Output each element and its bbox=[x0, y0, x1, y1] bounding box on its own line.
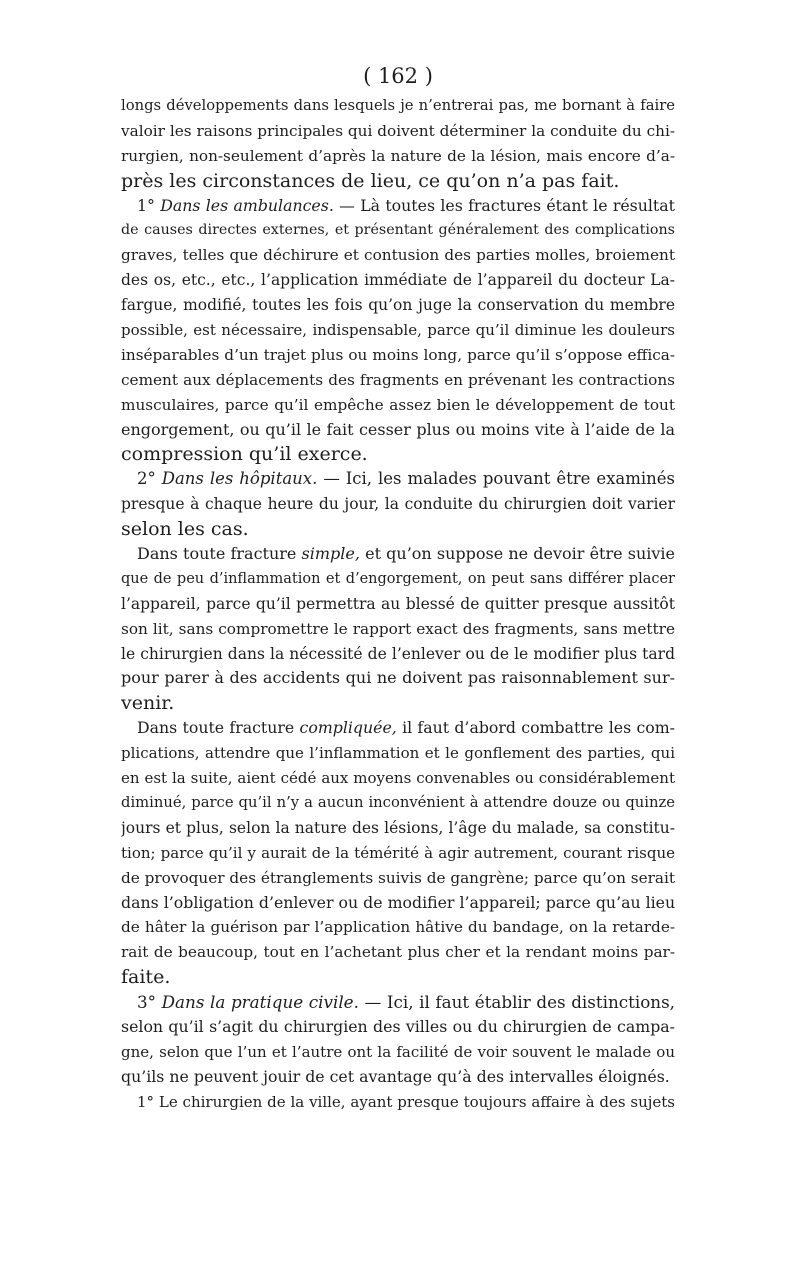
page-number: ( 162 ) bbox=[363, 64, 433, 88]
paragraph-first-line bbox=[121, 990, 675, 1015]
text-line: possible, est nécessaire, indispensable, parce qu’il diminue les douleurs bbox=[121, 321, 675, 340]
text-line: diminué, parce qu’il n’y a aucun inconvénient à attendre douze ou quinze bbox=[121, 793, 675, 811]
text-line: qu’ils ne peuvent jouir de cet avantage qu’à des intervalles éloignés. bbox=[121, 1066, 670, 1086]
emphasis-term: compliquée, bbox=[299, 718, 397, 738]
text-line: inséparables d’un trajet plus ou moins long, parce qu’il s’oppose effica- bbox=[121, 345, 675, 364]
text-line: selon qu’il s’agit du chirurgien des villes ou du chirurgien de campa- bbox=[121, 1016, 675, 1036]
text-line: que de peu d’inflammation et d’engorgement, on peut sans différer placer bbox=[121, 570, 675, 587]
paragraph-continuation bbox=[121, 94, 675, 194]
text-line: presque à chaque heure du jour, la conduite du chirurgien doit varier bbox=[121, 495, 675, 514]
text-line: faite. bbox=[121, 966, 171, 989]
text-line: engorgement, ou qu’il le fait cesser plus ou moins vite à l’aide de la bbox=[121, 419, 675, 439]
first-line-text: — Ici, les malades pouvant être examinés bbox=[317, 469, 675, 489]
paragraph-hopitaux bbox=[121, 467, 675, 542]
text-line: dans l’obligation d’enlever ou de modifier l’appareil; parce qu’au lieu bbox=[121, 892, 675, 912]
paragraph-first-line bbox=[121, 467, 675, 492]
section-heading: Dans les ambulances. bbox=[160, 195, 334, 215]
text-line: valoir les raisons principales qui doivent déterminer la conduite du chi- bbox=[121, 121, 675, 140]
text-line: des os, etc., etc., l’application immédiate de l’appareil du docteur La- bbox=[121, 271, 675, 290]
text-line: rurgien, non-seulement d’après la nature de la lésion, mais encore d’a- bbox=[121, 146, 675, 165]
text-line: de hâter la guérison par l’application hâtive du bandage, on la retarde- bbox=[121, 918, 675, 937]
paragraph-ambulances bbox=[121, 194, 675, 468]
section-heading: Dans les hôpitaux. bbox=[161, 469, 318, 489]
paragraph-first-line bbox=[121, 194, 675, 219]
section-number: 3° bbox=[137, 992, 162, 1013]
text-line: compression qu’il exerce. bbox=[121, 443, 368, 466]
text-line: le chirurgien dans la nécessité de l’enlever ou de le modifier plus tard bbox=[121, 644, 675, 663]
text-line: tion; parce qu’il y aurait de la témérité à agir autrement, courant risque bbox=[121, 843, 675, 862]
paragraph-lead: Dans toute fracture bbox=[137, 718, 300, 738]
paragraph-first-line bbox=[121, 716, 675, 741]
text-line: jours et plus, selon la nature des lésions, l’âge du malade, sa constitu- bbox=[121, 818, 675, 837]
text-line: en est la suite, aient cédé aux moyens convenables ou considérablement bbox=[121, 769, 675, 788]
paragraph-fracture-simple bbox=[121, 542, 675, 716]
paragraph-lead: Dans toute fracture bbox=[137, 544, 302, 564]
section-number: 1° bbox=[137, 195, 161, 215]
text-line: de causes directes externes, et présentant généralement des complications bbox=[121, 222, 675, 239]
text-line: cement aux déplacements des fragments en prévenant les contractions bbox=[121, 370, 675, 389]
text-line: longs développements dans lesquels je n’entrerai pas, me bornant à faire bbox=[121, 97, 675, 114]
first-line-text: et qu’on suppose ne devoir être suivie bbox=[359, 544, 675, 564]
text-line: selon les cas. bbox=[121, 518, 249, 541]
text-line: son lit, sans compromettre le rapport exact des fragments, sans mettre bbox=[121, 619, 675, 638]
text-line: gne, selon que l’un et l’autre ont la facilité de voir souvent le malade ou bbox=[121, 1042, 675, 1061]
text-line: l’appareil, parce qu’il permettra au blessé de quitter presque aussitôt bbox=[121, 594, 675, 613]
text-line: musculaires, parce qu’il empêche assez bien le développement de tout bbox=[121, 395, 675, 414]
emphasis-term: simple, bbox=[301, 544, 360, 564]
text-line: graves, telles que déchirure et contusion des parties molles, broiement bbox=[121, 246, 675, 265]
text-line: rait de beaucoup, tout en l’achetant plus cher et la rendant moins par- bbox=[121, 943, 675, 962]
paragraph-first-line: 1° Le chirurgien de la ville, ayant presque toujours affaire à des sujets bbox=[137, 1092, 675, 1111]
section-heading: Dans la pratique civile. bbox=[161, 992, 359, 1013]
text-line: fargue, modifié, toutes les fois qu’on juge la conservation du membre bbox=[121, 296, 675, 315]
text-line: plications, attendre que l’inflammation et le gonflement des parties, qui bbox=[121, 744, 675, 763]
paragraph-first-line bbox=[121, 542, 675, 567]
book-page bbox=[121, 58, 675, 1115]
text-line: pour parer à des accidents qui ne doivent pas raisonnablement sur- bbox=[121, 668, 675, 688]
paragraph-fracture-compliquee bbox=[121, 716, 675, 990]
first-line-text: — Là toutes les fractures étant le résultat bbox=[333, 195, 675, 215]
text-line: près les circonstances de lieu, ce qu’on n’a pas fait. bbox=[121, 169, 620, 192]
text-line: venir. bbox=[121, 692, 175, 715]
paragraph-chirurgien-ville bbox=[121, 1090, 675, 1115]
first-line-text: — Ici, il faut établir des distinctions, bbox=[358, 992, 675, 1013]
text-line: de provoquer des étranglements suivis de gangrène; parce qu’on serait bbox=[121, 868, 675, 887]
paragraph-pratique-civile bbox=[121, 990, 675, 1090]
section-number: 2° bbox=[137, 469, 162, 489]
first-line-text: il faut d’abord combattre les com- bbox=[396, 718, 675, 738]
